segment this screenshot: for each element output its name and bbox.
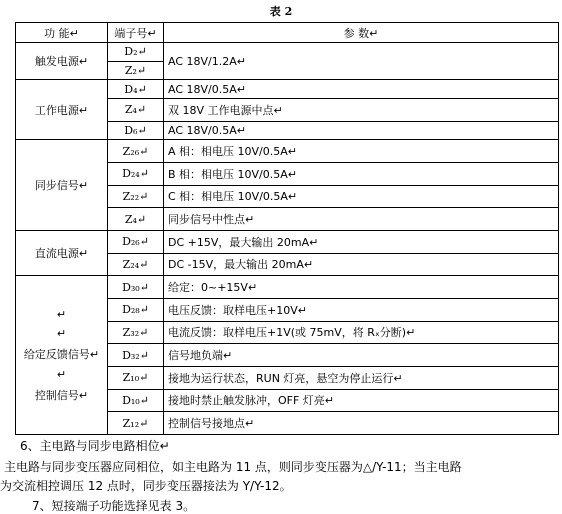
terminal-cell: Z₂₂↵ (108, 185, 164, 208)
parameter-cell: 控制信号接地点↵ (164, 412, 559, 435)
parameter-cell: C 相：相电压 10V/0.5A↵ (164, 185, 559, 208)
terminal-cell: D₂₈↵ (108, 298, 164, 321)
function-cell-trigger-power: 触发电源↵ (16, 43, 108, 80)
parameter-cell: B 相：相电压 10V/0.5A↵ (164, 162, 559, 185)
terminal-cell: D₆↵ (108, 121, 164, 140)
table-row (16, 140, 559, 163)
note-paragraph-line: 为交流相控调压 12 点时，同步变压器接法为 Y/Y-12。 (0, 479, 292, 493)
terminal-cell: D₄↵ (108, 80, 164, 99)
parameter-cell: 接地为运行状态，RUN 灯亮，悬空为停止运行↵ (164, 366, 559, 389)
parameter-cell: 电压反馈：取样电压+10V↵ (164, 298, 559, 321)
function-cell-dc-power: 直流电源↵ (16, 230, 108, 275)
header-terminal: 端子号↵ (108, 23, 164, 43)
parameter-table (15, 22, 559, 435)
terminal-cell: D₃₀↵ (108, 276, 164, 299)
note-heading-6: 6、主电路与同步电路相位↵ (20, 439, 170, 453)
parameter-cell: AC 18V/1.2A↵ (164, 43, 559, 80)
function-line: ↵ (56, 326, 67, 340)
function-cell-working-power: 工作电源↵ (16, 80, 108, 140)
function-line: ↵ (56, 307, 67, 321)
parameter-cell: A 相：相电压 10V/0.5A↵ (164, 140, 559, 163)
terminal-cell: D₁₀↵ (108, 389, 164, 412)
function-cell-sync-signal: 同步信号↵ (16, 140, 108, 231)
note-heading-7: 7、短接端子功能选择见表 3。 (32, 499, 196, 513)
parameter-cell: DC -15V，最大输出 20mA↵ (164, 253, 559, 276)
terminal-cell: Z₁₀↵ (108, 366, 164, 389)
terminal-cell: D₂↵ (108, 43, 164, 62)
terminal-cell: Z₂₆↵ (108, 140, 164, 163)
terminal-cell: D₃₂↵ (108, 344, 164, 367)
header-parameter: 参 数↵ (164, 23, 559, 43)
parameter-cell: 双 18V 工作电源中点↵ (164, 98, 559, 121)
parameter-cell: 信号地负端↵ (164, 344, 559, 367)
terminal-cell: Z₄↵ (108, 208, 164, 231)
parameter-cell: 电流反馈：取样电压+1V(或 75mV，将 Rₓ分断)↵ (164, 321, 559, 344)
parameter-cell: AC 18V/0.5A↵ (164, 121, 559, 140)
terminal-cell: Z₂↵ (108, 61, 164, 80)
terminal-cell: Z₄↵ (108, 98, 164, 121)
terminal-cell: D₂₆↵ (108, 230, 164, 253)
terminal-cell: Z₂₄↵ (108, 253, 164, 276)
table-caption: 表 2 (269, 5, 293, 18)
terminal-cell: Z₁₂↵ (108, 412, 164, 435)
function-line: ↵ (56, 367, 67, 381)
function-line: 给定反馈信号↵ (23, 347, 100, 361)
table-row (16, 230, 559, 253)
terminal-cell: D₂₄↵ (108, 162, 164, 185)
table-row (16, 43, 559, 62)
parameter-cell: 接地时禁止触发脉冲，OFF 灯亮↵ (164, 389, 559, 412)
parameter-cell: 给定：0~+15V↵ (164, 276, 559, 299)
parameter-cell: DC +15V，最大输出 20mA↵ (164, 230, 559, 253)
parameter-cell: 同步信号中性点↵ (164, 208, 559, 231)
parameter-cell: AC 18V/0.5A↵ (164, 80, 559, 99)
table-row (16, 276, 559, 299)
function-cell-feedback-control (16, 276, 108, 435)
function-line: 控制信号↵ (34, 388, 89, 402)
terminal-cell: Z₃₂↵ (108, 321, 164, 344)
table-header-row (16, 23, 559, 43)
header-function: 功 能↵ (16, 23, 108, 43)
table-row (16, 80, 559, 99)
note-paragraph-line: 主电路与同步变压器应同相位，如主电路为 11 点，则同步变压器为△/Y-11；当主电路 (4, 460, 462, 474)
